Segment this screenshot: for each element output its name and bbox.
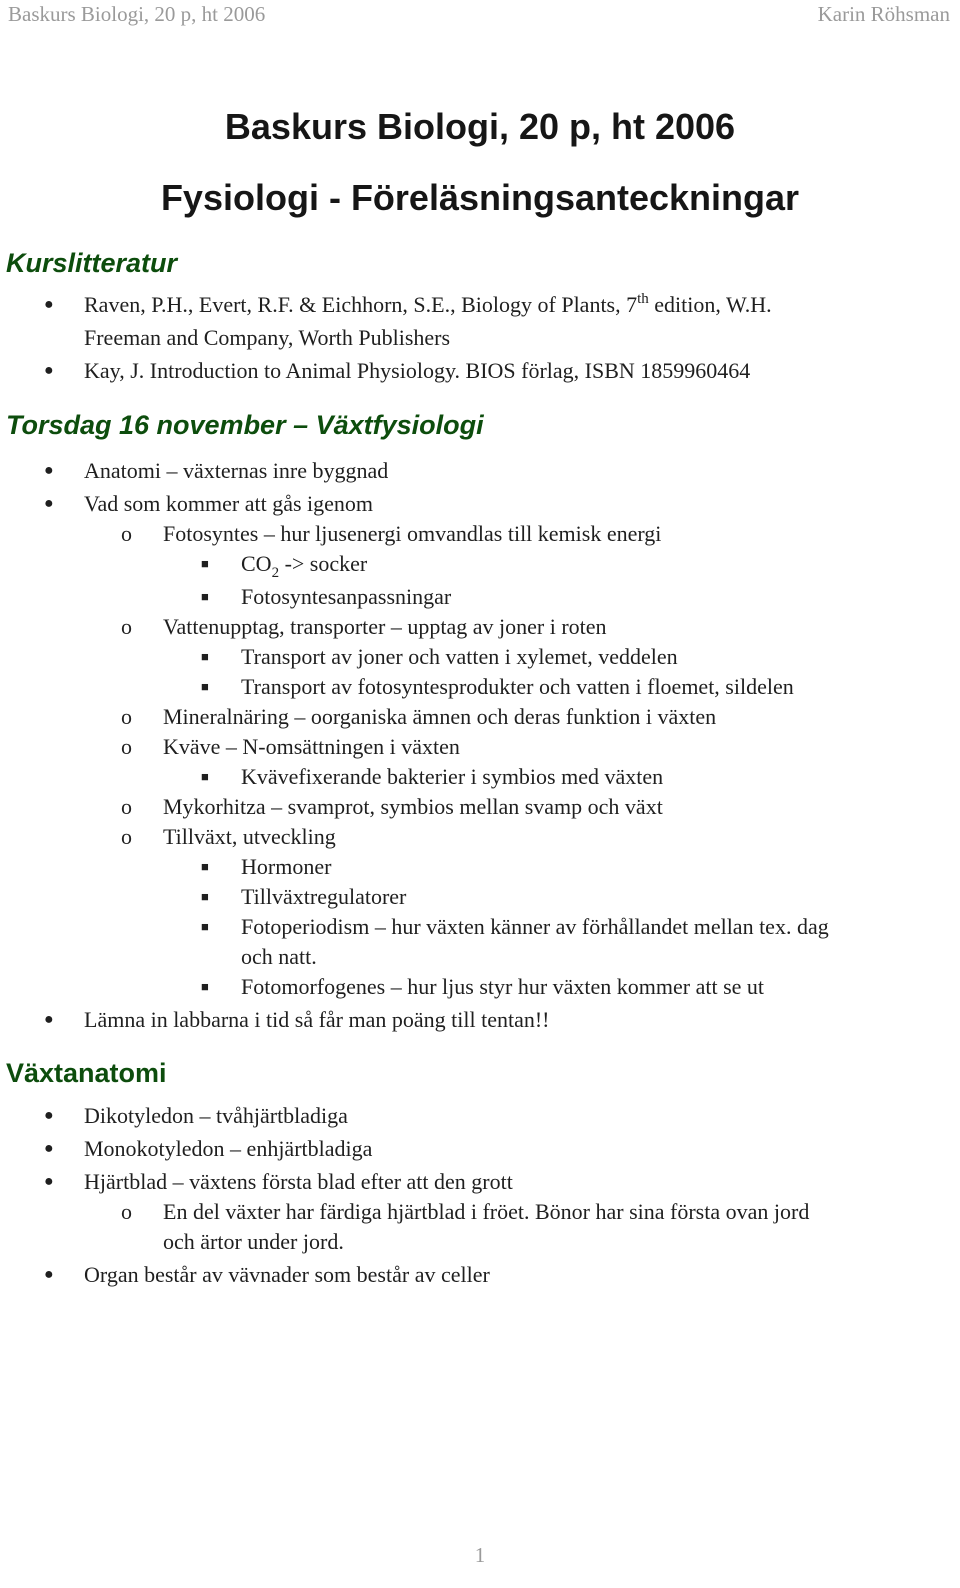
document-subtitle: Fysiologi - Föreläsningsanteckningar [160, 177, 800, 218]
item-text: En del växter har färdiga hjärtblad i fröet. Bönor har sina första ovan jord [163, 1199, 810, 1224]
list-item [0, 1167, 960, 1197]
square-marker: ■ [201, 979, 209, 994]
page-number: 1 [474, 1543, 486, 1567]
header-author: Karin Röhsman [817, 2, 950, 26]
bullet-marker: ● [44, 1011, 54, 1028]
heading-kurslitteratur: Kurslitteratur [6, 248, 178, 278]
list-item [0, 356, 960, 386]
document-title: Baskurs Biologi, 20 p, ht 2006 [224, 106, 736, 147]
bullet-marker: ● [44, 1140, 54, 1157]
subscript: 2 [271, 565, 280, 581]
list-item [0, 489, 960, 519]
item-text: edition, W.H. [648, 292, 772, 317]
bullet-marker: ● [44, 1266, 54, 1283]
literature-list [0, 290, 960, 389]
item-text: Transport av joner och vatten i xylemet, veddelen [241, 644, 678, 669]
torsdag-list [0, 456, 960, 1038]
list-item [0, 642, 960, 672]
list-item [0, 456, 960, 486]
item-text: Hormoner [241, 854, 332, 879]
bullet-marker: ● [44, 1173, 54, 1190]
item-text: Fotosyntesanpassningar [241, 584, 452, 609]
list-item [0, 972, 960, 1002]
list-item [0, 519, 960, 549]
item-text: Organ består av vävnader som består av celler [84, 1262, 490, 1287]
bullet-marker: ● [44, 462, 54, 479]
square-marker: ■ [201, 769, 209, 784]
list-item [0, 1134, 960, 1164]
circle-marker: o [121, 1199, 132, 1224]
square-marker: ■ [201, 589, 209, 604]
square-marker: ■ [201, 889, 209, 904]
square-marker: ■ [201, 679, 209, 694]
square-marker: ■ [201, 649, 209, 664]
list-item [0, 702, 960, 732]
list-item [0, 672, 960, 702]
item-text: -> socker [279, 551, 368, 576]
page-header [0, 0, 960, 30]
circle-marker: o [121, 614, 132, 639]
list-item [0, 732, 960, 762]
circle-marker: o [121, 734, 132, 759]
item-text: Vattenupptag, transporter – upptag av joner i roten [163, 614, 607, 639]
item-text: Fotoperiodism – hur växten känner av förhållandet mellan tex. dag [241, 914, 829, 939]
list-item [0, 1101, 960, 1131]
item-text: Lämna in labbarna i tid så får man poäng till tentan!! [84, 1007, 550, 1032]
list-item [0, 882, 960, 912]
list-item [0, 822, 960, 852]
item-text: Kväve – N-omsättningen i växten [163, 734, 460, 759]
item-text: Anatomi – växternas inre byggnad [84, 458, 389, 483]
item-text: Fotosyntes – hur ljusenergi omvandlas till kemisk energi [163, 521, 662, 546]
heading-torsdag: Torsdag 16 november – Växtfysiologi [6, 410, 484, 440]
item-text: Monokotyledon – enhjärtbladiga [84, 1136, 373, 1161]
list-item [0, 762, 960, 792]
item-text: Dikotyledon – tvåhjärtbladiga [84, 1103, 348, 1128]
item-text: Mykorhitza – svamprot, symbios mellan svamp och växt [163, 794, 663, 819]
circle-marker: o [121, 824, 132, 849]
bullet-marker: ● [44, 362, 54, 379]
item-text: Freeman and Company, Worth Publishers [84, 325, 451, 350]
circle-marker: o [121, 521, 132, 546]
list-item [0, 1197, 960, 1257]
item-text: Hjärtblad – växtens första blad efter att den grott [84, 1169, 513, 1194]
bullet-marker: ● [44, 495, 54, 512]
header-left-text: Baskurs Biologi, 20 p, ht 2006 [8, 2, 266, 26]
square-marker: ■ [201, 859, 209, 874]
square-marker: ■ [201, 556, 209, 571]
list-item [0, 1005, 960, 1035]
list-item [0, 612, 960, 642]
item-text: Vad som kommer att gås igenom [84, 491, 374, 516]
item-text: CO [241, 551, 272, 576]
circle-marker: o [121, 704, 132, 729]
superscript: th [637, 291, 649, 307]
item-text: Mineralnäring – oorganiska ämnen och deras funktion i växten [163, 704, 717, 729]
list-item [0, 792, 960, 822]
list-item [0, 582, 960, 612]
bullet-marker: ● [44, 296, 54, 313]
square-marker: ■ [201, 919, 209, 934]
item-text: Fotomorfogenes – hur ljus styr hur växten kommer att se ut [241, 974, 765, 999]
vaxtanatomi-list [0, 1101, 960, 1293]
list-item [0, 290, 960, 353]
item-text: Transport av fotosyntesprodukter och vatten i floemet, sildelen [241, 674, 794, 699]
item-text: Raven, P.H., Evert, R.F. & Eichhorn, S.E., Biology of Plants, 7 [84, 292, 638, 317]
list-item [0, 549, 960, 582]
item-text: Kvävefixerande bakterier i symbios med växten [241, 764, 664, 789]
heading-vaxtanatomi: Växtanatomi [6, 1058, 167, 1088]
list-item [0, 852, 960, 882]
item-text: Tillväxtregulatorer [241, 884, 407, 909]
item-text: och natt. [241, 944, 317, 969]
list-item [0, 912, 960, 972]
item-text: Tillväxt, utveckling [163, 824, 336, 849]
list-item [0, 1260, 960, 1290]
circle-marker: o [121, 794, 132, 819]
bullet-marker: ● [44, 1107, 54, 1124]
item-text: och ärtor under jord. [163, 1229, 344, 1254]
item-text: Kay, J. Introduction to Animal Physiology. BIOS förlag, ISBN 1859960464 [84, 358, 751, 383]
